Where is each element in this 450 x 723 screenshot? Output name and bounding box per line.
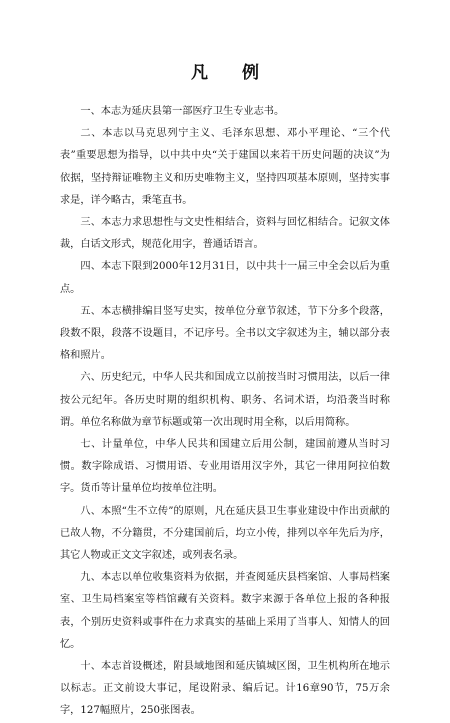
paragraph-4: 四、本志下限到2000年12月31日，以中共十一届三中全会以后为重点。 — [60, 261, 390, 295]
paragraph-10: 十、本志首设概述，附县域地图和延庆镇城区图，卫生机构所在地示以标志。正文前设大事记，尾设附录、编后记。计16章90节，75万余字，127幅照片，250张图表。 — [60, 661, 390, 717]
paragraph-6: 六、历史纪元，中华人民共和国成立以前按当时习惯用法，以后一律按公元纪年。各历史时期的组织机构、职务、名词术语，均沿袭当时称谓。单位名称做为章节标题或第一次出现时用全称，以后用简称。 — [60, 372, 390, 428]
page-title: 凡 例 — [191, 63, 273, 83]
paragraph-7: 七、计量单位，中华人民共和国建立后用公制，建国前遵从当时习惯。数字除成语、习惯用语、专业用语用汉字外，其它一律用阿拉伯数字。货币等计量单位均按单位注明。 — [60, 439, 390, 495]
paragraph-2: 二、本志以马克思列宁主义、毛泽东思想、邓小平理论、“三个代表”重要思想为指导，以中共中央“关于建国以来若干历史问题的决议”为依据，坚持辩证唯物主义和历史唯物主义，坚持四项基本原则，坚持实事求是，详今略古，秉笔直书。 — [60, 128, 390, 206]
paragraph-8: 八、本照“生不立传”的原则，凡在延庆县卫生事业建设中作出贡献的已故人物，不分籍贯，不分建国前后，均立小传，排列以卒年先后为序，其它人物或正文文字叙述，或列表名录。 — [60, 505, 390, 562]
paragraph-9: 九、本志以单位收集资料为依据，并查阅延庆县档案馆、人事局档案室、卫生局档案室等档馆藏有关资料。数字来源于各单位上报的各种报表，个别历史资料或事件在力求真实的基础上采用了当事人、知情人的回忆。 — [60, 572, 390, 650]
paragraph-3: 三、本志力求思想性与文史性相结合，资料与回忆相结合。记叙文体裁，白话文形式，规范化用字，普通话语言。 — [60, 217, 390, 251]
paragraph-1: 一、本志为延庆县第一部医疗卫生专业志书。 — [80, 106, 285, 117]
paragraph-5: 五、本志横排编目竖写史实，按单位分章节叙述，节下分多个段落，段数不限，段落不设题目，不记序号。全书以文字叙述为主，辅以部分表格和照片。 — [60, 305, 390, 362]
document-page — [60, 58, 390, 723]
